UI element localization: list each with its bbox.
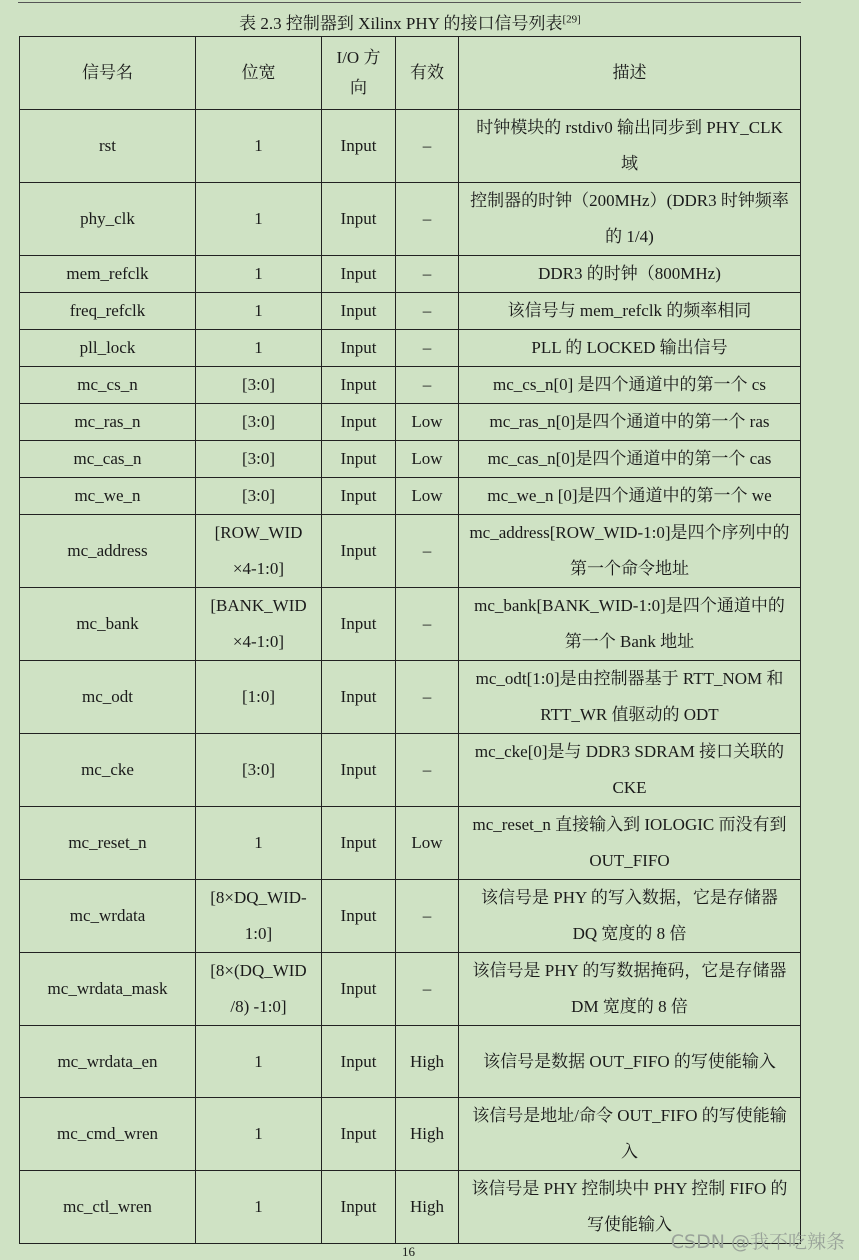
table-cell: rst [20,110,196,183]
table-cell: – [396,110,459,183]
table-row [20,661,801,734]
table-cell: mc_odt[1:0]是由控制器基于 RTT_NOM 和 RTT_WR 值驱动的 ODT [459,661,801,734]
table-cell: Low [396,404,459,441]
table-cell: [8×(DQ_WID /8) -1:0] [196,953,322,1026]
table-cell: 该信号是 PHY 的写入数据，它是存储器 DQ 宽度的 8 倍 [459,880,801,953]
table-cell: [3:0] [196,441,322,478]
table-row [20,330,801,367]
table-row [20,110,801,183]
table-cell: pll_lock [20,330,196,367]
table-cell: 1 [196,807,322,880]
table-cell: [ROW_WID ×4-1:0] [196,515,322,588]
table-cell: Input [322,588,396,661]
column-header: 位宽 [196,37,322,110]
table-cell: Input [322,953,396,1026]
table-cell: 1 [196,256,322,293]
table-cell: Input [322,734,396,807]
table-cell: 该信号是 PHY 的写数据掩码，它是存储器 DM 宽度的 8 倍 [459,953,801,1026]
table-cell: – [396,661,459,734]
table-cell: Input [322,807,396,880]
table-cell: [8×DQ_WID-1:0] [196,880,322,953]
table-cell: freq_refclk [20,293,196,330]
table-cell: 1 [196,330,322,367]
table-cell: mc_ras_n [20,404,196,441]
table-row [20,293,801,330]
table-cell: [3:0] [196,478,322,515]
table-cell: mc_cs_n[0] 是四个通道中的第一个 cs [459,367,801,404]
table-cell: Input [322,1098,396,1171]
table-row [20,441,801,478]
table-cell: Input [322,880,396,953]
table-cell: mc_cke [20,734,196,807]
table-cell: 该信号是 PHY 控制块中 PHY 控制 FIFO 的写使能输入 [459,1171,801,1244]
table-cell: mc_cs_n [20,367,196,404]
column-header: 信号名 [20,37,196,110]
table-row [20,183,801,256]
table-cell: mem_refclk [20,256,196,293]
table-cell: mc_wrdata_en [20,1026,196,1098]
table-row [20,807,801,880]
table-cell: High [396,1171,459,1244]
table-cell: High [396,1026,459,1098]
table-cell: mc_odt [20,661,196,734]
table-cell: 1 [196,293,322,330]
table-cell: 该信号是地址/命令 OUT_FIFO 的写使能输入 [459,1098,801,1171]
table-cell: mc_cas_n [20,441,196,478]
signal-table [19,36,801,1244]
table-cell: 1 [196,1026,322,1098]
table-row [20,367,801,404]
table-cell: – [396,734,459,807]
table-cell: Input [322,110,396,183]
table-cell: mc_address[ROW_WID-1:0]是四个序列中的第一个命令地址 [459,515,801,588]
table-cell: Low [396,478,459,515]
watermark: CSDN @我不吃辣条 [670,1231,845,1253]
table-cell: PLL 的 LOCKED 输出信号 [459,330,801,367]
table-cell: 1 [196,110,322,183]
table-cell: mc_we_n [20,478,196,515]
column-header: 描述 [459,37,801,110]
table-cell: 该信号是数据 OUT_FIFO 的写使能输入 [459,1026,801,1098]
table-cell: Input [322,1026,396,1098]
table-cell: Input [322,1171,396,1244]
table-cell: mc_reset_n [20,807,196,880]
table-cell: – [396,515,459,588]
table-row [20,256,801,293]
table-cell: 1 [196,1171,322,1244]
table-cell: [3:0] [196,404,322,441]
table-cell: mc_bank [20,588,196,661]
table-cell: – [396,953,459,1026]
table-row [20,515,801,588]
table-cell: – [396,256,459,293]
table-cell: – [396,880,459,953]
table-cell: [BANK_WID ×4-1:0] [196,588,322,661]
table-cell: mc_bank[BANK_WID-1:0]是四个通道中的第一个 Bank 地址 [459,588,801,661]
table-cell: – [396,183,459,256]
table-row [20,1026,801,1098]
column-header: I/O 方向 [322,37,396,110]
table-cell: DDR3 的时钟（800MHz) [459,256,801,293]
table-cell: 时钟模块的 rstdiv0 输出同步到 PHY_CLK 域 [459,110,801,183]
table-row [20,404,801,441]
table-cell: Input [322,183,396,256]
table-cell: Input [322,330,396,367]
table-cell: mc_wrdata [20,880,196,953]
table-row [20,588,801,661]
table-cell: 控制器的时钟（200MHz）(DDR3 时钟频率的 1/4) [459,183,801,256]
table-cell: Input [322,478,396,515]
table-cell: – [396,293,459,330]
table-cell: Input [322,515,396,588]
table-cell: Low [396,441,459,478]
table-cell: Input [322,367,396,404]
table-cell: [3:0] [196,734,322,807]
table-cell: mc_ctl_wren [20,1171,196,1244]
table-row [20,734,801,807]
table-cell: 1 [196,1098,322,1171]
table-header [20,37,801,110]
table-cell: – [396,588,459,661]
table-cell: phy_clk [20,183,196,256]
table-row [20,478,801,515]
table-cell: mc_address [20,515,196,588]
table-row [20,953,801,1026]
table-row [20,1098,801,1171]
table-caption [0,9,820,34]
table-cell: mc_reset_n 直接输入到 IOLOGIC 而没有到 OUT_FIFO [459,807,801,880]
table-cell: mc_we_n [0]是四个通道中的第一个 we [459,478,801,515]
top-rule [18,2,801,3]
table-cell: 该信号与 mem_refclk 的频率相同 [459,293,801,330]
table-cell: Input [322,404,396,441]
table-cell: Input [322,441,396,478]
table-cell: mc_wrdata_mask [20,953,196,1026]
table-cell: Input [322,661,396,734]
caption-reference: [29] [562,13,581,26]
table-cell: mc_ras_n[0]是四个通道中的第一个 ras [459,404,801,441]
caption-text: 表 2.3 控制器到 Xilinx PHY 的接口信号列表 [239,14,563,33]
table-cell: High [396,1098,459,1171]
table-cell: Input [322,293,396,330]
column-header: 有效 [396,37,459,110]
table-cell: Input [322,256,396,293]
table-cell: mc_cmd_wren [20,1098,196,1171]
table-cell: [1:0] [196,661,322,734]
table-cell: – [396,330,459,367]
table-body [20,110,801,1244]
table-cell: mc_cke[0]是与 DDR3 SDRAM 接口关联的 CKE [459,734,801,807]
table-row [20,880,801,953]
table-cell: Low [396,807,459,880]
table-cell: – [396,367,459,404]
table-cell: [3:0] [196,367,322,404]
table-cell: 1 [196,183,322,256]
page-number: 16 [402,1244,415,1259]
table-cell: mc_cas_n[0]是四个通道中的第一个 cas [459,441,801,478]
